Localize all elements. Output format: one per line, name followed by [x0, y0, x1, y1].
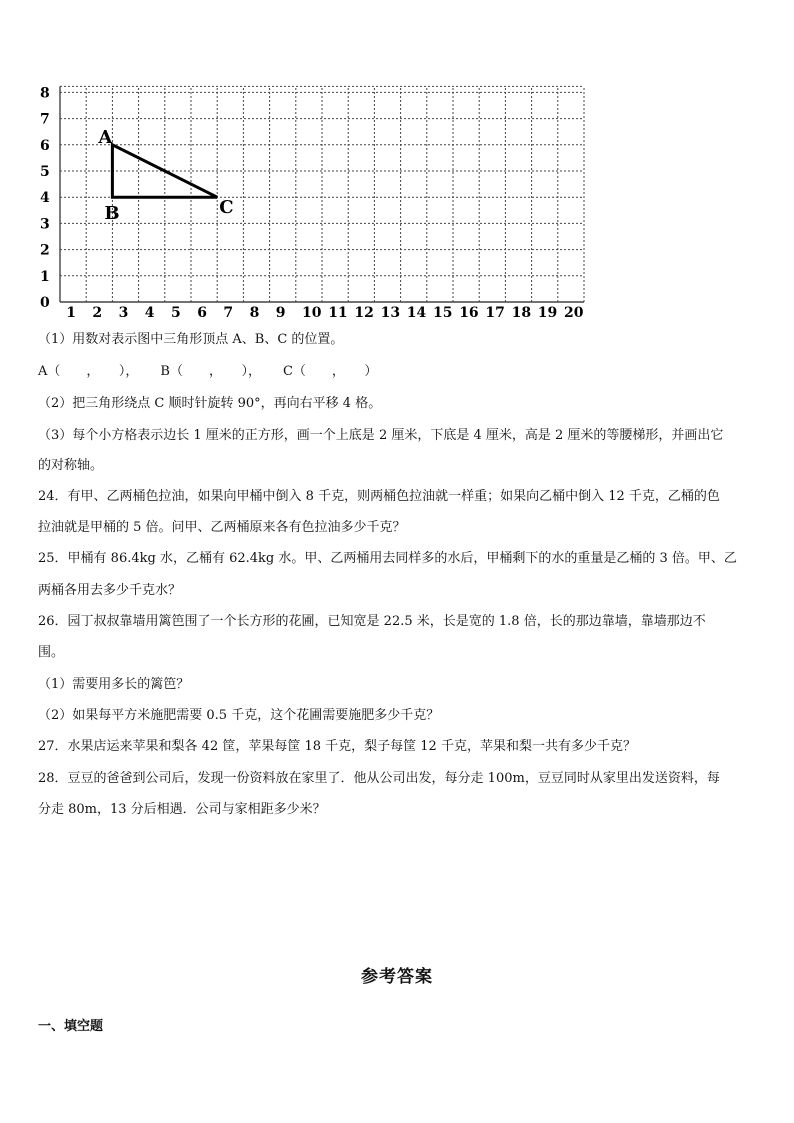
q26-line2: 围。 [38, 645, 65, 660]
coord-a-blank: A（ ， ）， [38, 364, 139, 379]
x-tick-label: 3 [118, 305, 129, 321]
q23-part3-line2: 的对称轴。 [38, 458, 104, 473]
point-b-label: B [104, 203, 120, 225]
q24-line1: 24．有甲、乙两桶色拉油，如果向甲桶中倒入 8 千克，则两桶色拉油就一样重；如果向乙桶中倒入 12 千克，乙桶的色 [38, 489, 720, 504]
q24-line2: 拉油就是甲桶的 5 倍。问甲、乙两桶原来各有色拉油多少千克？ [38, 520, 406, 535]
q25-line1: 25．甲桶有 86.4kg 水，乙桶有 62.4kg 水。甲、乙两桶用去同样多的水后，甲桶剩下的水的重量是乙桶的 3 倍。甲、乙 [38, 551, 737, 566]
q26-part1: （1）需要用多长的篱笆？ [38, 677, 190, 692]
q28-line1: 28．豆豆的爸爸到公司后，发现一份资料放在家里了．他从公司出发，每分走 100m，豆豆同时从家里出发送资料，每 [38, 771, 720, 786]
point-a-label: A [98, 126, 113, 148]
x-tick-label: 14 [406, 305, 427, 321]
q25-line2: 两桶各用去多少千克水？ [38, 583, 182, 598]
q23-coordinates [38, 363, 764, 381]
coordinate-grid [30, 84, 620, 324]
q23-part3-line1: （3）每个小方格表示边长 1 厘米的正方形，画一个上底是 2 厘米，下底是 4 厘米，高是 2 厘米的等腰梯形，并画出它 [38, 428, 724, 443]
q27-line1: 27．水果店运来苹果和梨各 42 筐，苹果每筐 18 千克，梨子每筐 12 千克，苹果和梨一共有多少千克？ [38, 739, 636, 754]
y-tick-label: 6 [40, 137, 50, 154]
x-tick-label: 16 [459, 305, 479, 321]
x-tick-label: 18 [511, 305, 532, 321]
x-tick-label: 11 [328, 305, 348, 321]
answer-title: 参考答案 [361, 967, 433, 987]
x-tick-label: 20 [564, 305, 584, 321]
y-tick-label: 7 [40, 111, 50, 128]
y-tick-label: 5 [40, 164, 50, 180]
x-tick-label: 10 [302, 305, 322, 321]
q28-line2: 分走 80m，13 分后相遇．公司与家相距多少米？ [38, 802, 326, 817]
coord-b-blank: B（ ， ）， [160, 364, 261, 379]
x-tick-label: 6 [197, 305, 207, 321]
x-tick-label: 4 [144, 305, 155, 321]
x-tick-label: 8 [249, 305, 260, 321]
x-tick-label: 13 [380, 305, 401, 321]
y-tick-label: 3 [40, 216, 50, 233]
q23-part1: （1）用数对表示图中三角形顶点 A、B、C 的位置。 [38, 332, 344, 347]
x-tick-label: 7 [223, 305, 234, 321]
x-tick-label: 12 [354, 305, 374, 321]
x-tick-label: 9 [275, 305, 286, 321]
y-tick-label: 4 [40, 190, 50, 207]
x-tick-label: 2 [92, 305, 103, 321]
y-tick-label: 2 [40, 242, 50, 259]
x-tick-label: 19 [537, 305, 558, 321]
y-tick-label: 8 [40, 85, 50, 102]
x-tick-label: 5 [171, 305, 181, 321]
y-tick-label: 0 [40, 295, 50, 311]
y-axis-ticks [40, 85, 50, 311]
q23-part2: （2）把三角形绕点 C 顺时针旋转 90°，再向右平移 4 格。 [38, 396, 382, 411]
y-tick-label: 1 [40, 268, 50, 285]
section-heading: 一、填空题 [38, 1019, 104, 1034]
x-tick-label: 17 [485, 305, 505, 321]
point-c-label: C [219, 197, 234, 219]
coord-c-blank: C（ ， ） [282, 364, 378, 379]
grid-lines [60, 86, 584, 302]
q26-line1: 26．园丁叔叔靠墙用篱笆围了一个长方形的花圃，已知宽是 22.5 米，长是宽的 1.8 倍，长的那边靠墙，靠墙那边不 [38, 614, 706, 629]
x-tick-label: 15 [433, 305, 453, 321]
x-tick-label: 1 [66, 305, 76, 321]
x-axis-ticks [66, 305, 584, 321]
q26-part2: （2）如果每平方米施肥需要 0.5 千克，这个花圃需要施肥多少千克？ [38, 708, 440, 723]
